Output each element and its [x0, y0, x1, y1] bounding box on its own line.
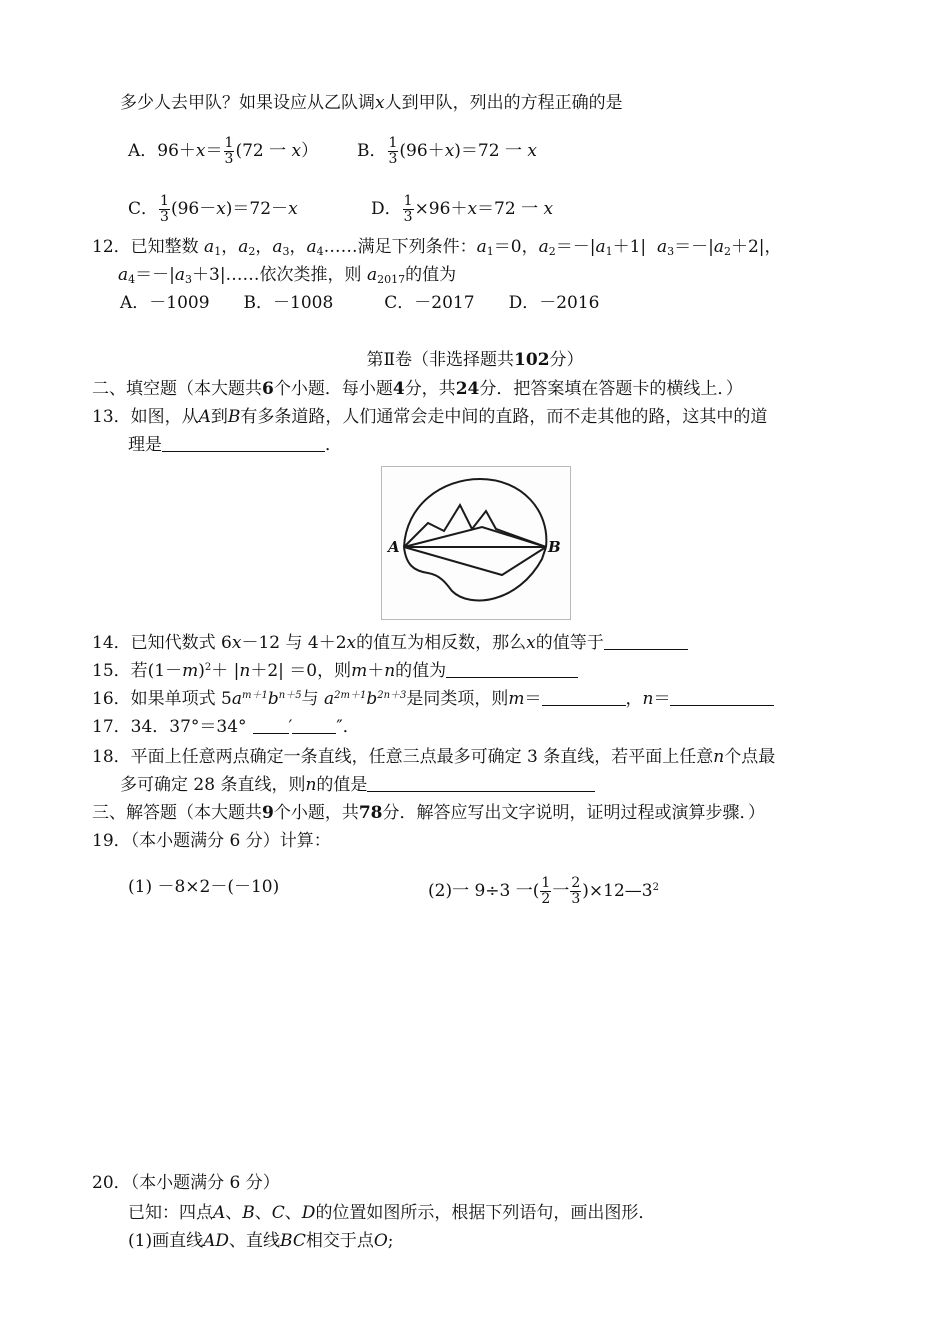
option-text: 96＋: [157, 141, 196, 161]
var-x: x: [375, 93, 385, 113]
point-a: A: [198, 407, 211, 427]
subscript: 2: [723, 245, 731, 258]
q16-text: ，: [625, 689, 643, 709]
subscript: 1: [214, 245, 222, 258]
answer-blank-n[interactable]: [670, 689, 774, 706]
q14-text: －12 与 4＋2: [241, 633, 347, 653]
option-label: B．: [357, 141, 387, 161]
q20-text: 相交于点: [305, 1231, 374, 1251]
option-text: ）: [301, 141, 319, 161]
heading-text: 个小题，共: [273, 803, 359, 823]
var-n: n: [384, 661, 396, 681]
q12-text: 的值为: [405, 265, 457, 285]
var-n: n: [713, 747, 725, 767]
q13-text: 有多条道路，人们通常会走中间的直路，而不走其他的路，这其中的道: [240, 407, 768, 427]
q18-text: 个点最: [724, 747, 776, 767]
upper-straight-road: [404, 527, 546, 547]
var-x: x: [543, 199, 554, 219]
option-text: (72 一: [235, 141, 292, 161]
numerator: 1: [224, 135, 234, 151]
point-b: B: [242, 1203, 255, 1223]
q19-text: )×12—3: [582, 881, 653, 901]
q14-text: 的值等于: [535, 633, 604, 653]
q16-text: 16．如果单项式 5: [92, 689, 232, 709]
var-n: n: [305, 775, 317, 795]
point-d: D: [301, 1203, 316, 1223]
var-a: a: [476, 237, 487, 257]
point-o: O: [373, 1231, 388, 1251]
section-2-title: [0, 349, 950, 371]
var-a: a: [272, 237, 283, 257]
answer-blank[interactable]: [604, 633, 688, 650]
var-a: a: [204, 237, 215, 257]
q13-figure: [381, 466, 571, 620]
q20-title: 20．（本小题满分 6 分）: [92, 1173, 280, 1193]
subscript: 2017: [377, 273, 406, 286]
lower-straight-road: [404, 547, 546, 575]
q20-line-1: [128, 1202, 655, 1224]
answer-blank[interactable]: [162, 435, 325, 452]
denominator: 3: [160, 209, 169, 225]
q12-text: ＋1|: [612, 237, 647, 257]
q13-text: ．: [325, 435, 342, 455]
option-label: C．: [128, 199, 159, 219]
var-a: a: [595, 237, 606, 257]
var-x: x: [467, 199, 478, 219]
heading-text: 三、解答题（本大题共: [92, 803, 262, 823]
heading-text: 二、填空题（本大题共: [92, 379, 262, 399]
q19-text: (2)一 9÷3 一(: [428, 881, 540, 901]
var-x: x: [288, 199, 298, 219]
fraction-two-thirds: [570, 876, 581, 907]
q20-text: 的位置如图所示，根据下列语句，画出图形．: [315, 1203, 656, 1223]
q12-text: ＝－|: [674, 237, 714, 257]
q11-text: 多少人去甲队？如果设应从乙队调: [120, 93, 375, 113]
answer-blank-minutes[interactable]: [253, 717, 289, 734]
q20-text: 已知：四点: [128, 1203, 213, 1223]
point-c: C: [271, 1203, 285, 1223]
heading-number: 4: [392, 379, 405, 399]
q19-text: 一: [552, 881, 570, 901]
q13-text: 13．如图，从: [92, 407, 199, 427]
q16-text: ＝: [653, 689, 671, 709]
answer-blank-m[interactable]: [542, 689, 626, 706]
q12-text: ＋2|，: [730, 237, 782, 257]
heading-text: 分．把答案填在答题卡的横线上．）: [479, 379, 743, 399]
q12-text: ＝－|: [555, 237, 596, 257]
var-n: n: [239, 661, 251, 681]
numerator: 2: [571, 875, 581, 891]
denominator: 2: [541, 891, 551, 907]
q12-stem-line-2: [118, 264, 456, 286]
q18-text: 的值是: [316, 775, 368, 795]
numerator: 1: [403, 193, 413, 209]
line-ad: AD: [203, 1231, 230, 1251]
q12-text: 12．已知整数: [92, 237, 199, 257]
fraction-one-third: [403, 194, 414, 225]
denominator: 3: [388, 151, 398, 167]
exponent: n＋5: [278, 690, 302, 701]
var-x: x: [291, 141, 302, 161]
var-a: a: [174, 265, 186, 285]
q16-text: 与: [301, 689, 319, 709]
label-b: B: [548, 538, 561, 556]
second-mark: ″．: [336, 717, 360, 737]
numerator: 1: [160, 193, 169, 209]
fraction-one-third: [224, 136, 235, 167]
var-x: x: [216, 199, 226, 219]
separator: ，: [221, 237, 239, 257]
subscript: 2: [548, 245, 556, 258]
option-text: (96＋: [399, 141, 445, 161]
q20-text: (1)画直线: [128, 1231, 204, 1251]
fraction-one-third: [388, 136, 399, 167]
separator: ，: [255, 237, 273, 257]
q16-text: ＝: [524, 689, 542, 709]
minute-mark: ′: [288, 717, 293, 737]
q15-text: ＋ |: [211, 661, 240, 681]
var-x: x: [346, 633, 357, 653]
q18-line-1: [92, 746, 775, 768]
point-b: B: [227, 407, 241, 427]
q15-text: ＋: [367, 661, 385, 681]
q11-stem-line: [120, 92, 623, 114]
q11-option-c: [128, 194, 298, 225]
var-a: a: [231, 689, 242, 709]
exponent: 2: [204, 662, 212, 673]
var-x: x: [444, 141, 455, 161]
q20-line-2: [128, 1230, 394, 1252]
q15-line: [92, 660, 578, 682]
var-x: x: [526, 633, 536, 653]
denominator: 3: [224, 151, 234, 167]
q13-stem-line-2: [128, 434, 342, 456]
option-text: ＝72 一: [477, 199, 544, 219]
q18-text: 18．平面上任意两点确定一条直线，任意三点最多可确定 3 条直线，若平面上任意: [92, 747, 714, 767]
exponent: m＋1: [242, 690, 268, 701]
heading-number: 6: [262, 379, 274, 399]
q11-text: 人到甲队，列出的方程正确的是: [384, 93, 623, 113]
exponent: 2m＋1: [334, 690, 367, 701]
option-text: (96－: [170, 199, 217, 219]
var-x: x: [527, 141, 537, 161]
subscript: 2: [248, 245, 256, 258]
q13-text: 理是: [128, 435, 162, 455]
q13-stem-line-1: [92, 406, 767, 428]
exponent: 2: [652, 882, 659, 893]
var-a: a: [366, 265, 378, 285]
section-2-heading: [92, 378, 743, 400]
option-label: A．: [128, 141, 158, 161]
var-x: x: [231, 633, 242, 653]
subscript: 1: [486, 245, 494, 258]
point-a: A: [213, 1203, 226, 1223]
separator: 、: [254, 1203, 272, 1223]
subscript: 3: [185, 273, 193, 286]
q12-text: ＝0，: [493, 237, 539, 257]
numerator: 1: [541, 875, 551, 891]
var-b: b: [267, 689, 279, 709]
answer-blank-seconds[interactable]: [292, 717, 336, 734]
line-bc: BC: [280, 1231, 306, 1251]
var-a: a: [323, 689, 335, 709]
var-b: b: [366, 689, 378, 709]
heading-number: 9: [262, 803, 274, 823]
separator: 、: [284, 1203, 302, 1223]
title-number: 102: [514, 350, 550, 370]
separator: 、: [225, 1203, 243, 1223]
separator: ，: [289, 237, 307, 257]
q15-text: ＋2| ＝0，则: [250, 661, 352, 681]
q11-option-a: [128, 136, 318, 167]
q17-text: 17．34．37°＝34°: [92, 717, 247, 737]
q17-line: [92, 716, 360, 738]
section-3-heading: [92, 802, 765, 824]
heading-text: 个小题．每小题: [273, 379, 393, 399]
heading-text: 分．解答应写出文字说明，证明过程或演算步骤．）: [382, 803, 766, 823]
answer-blank[interactable]: [367, 775, 595, 792]
heading-text: 分，共: [404, 379, 456, 399]
var-a: a: [713, 237, 724, 257]
q19-part-1: (1) －8×2－(－10): [128, 877, 280, 897]
option-label: D．: [371, 199, 402, 219]
roads-diagram: [382, 467, 570, 619]
subscript: 1: [605, 245, 613, 258]
numerator: 1: [388, 135, 398, 151]
q14-text: 的值互为相反数，那么: [356, 633, 527, 653]
var-a: a: [118, 265, 129, 285]
exponent: 2n＋3: [377, 690, 407, 701]
subscript: 4: [128, 273, 136, 286]
var-a: a: [238, 237, 249, 257]
var-x: x: [195, 141, 206, 161]
q19-title: 19．（本小题满分 6 分）计算：: [92, 831, 331, 851]
q15-text: ): [198, 661, 205, 681]
var-m: m: [182, 661, 199, 681]
heading-number: 24: [455, 379, 480, 399]
lower-curved-road: [404, 547, 546, 600]
var-m: m: [351, 661, 368, 681]
upper-arc-road: [404, 479, 546, 547]
q13-text: 到: [210, 407, 228, 427]
label-a: A: [388, 538, 400, 556]
q12-text: ＝－|: [135, 265, 175, 285]
var-m: m: [508, 689, 525, 709]
q18-line-2: [120, 774, 595, 796]
q14-text: 14．已知代数式 6: [92, 633, 232, 653]
fraction-one-third: [159, 194, 170, 225]
q11-option-b: [357, 136, 537, 167]
q16-line: [92, 688, 774, 710]
q16-text: 是同类项，则: [406, 689, 509, 709]
q12-text: ……满足下列条件：: [323, 237, 477, 257]
heading-number: 78: [358, 803, 383, 823]
q20-text: 、直线: [229, 1231, 281, 1251]
answer-blank[interactable]: [446, 661, 578, 678]
denominator: 3: [403, 209, 413, 225]
q19-part-2: [428, 876, 659, 907]
q15-text: 的值为: [395, 661, 447, 681]
subscript: 3: [282, 245, 290, 258]
q14-line: [92, 632, 688, 654]
var-a: a: [306, 237, 317, 257]
q12-options: A．－1009 B．－1008 C．－2017 D．－2016: [120, 293, 600, 313]
fraction-one-half: [540, 876, 551, 907]
option-text: ＝: [205, 141, 223, 161]
var-a: a: [538, 237, 549, 257]
q12-stem-line-1: [92, 236, 782, 258]
subscript: 4: [316, 245, 324, 258]
option-text: )＝72－: [225, 199, 289, 219]
option-text: )＝72 一: [454, 141, 528, 161]
title-text: 第Ⅱ卷（非选择题共: [366, 350, 515, 370]
var-a: a: [656, 237, 668, 257]
denominator: 3: [571, 891, 581, 907]
var-n: n: [642, 689, 654, 709]
option-text: ×96＋: [414, 199, 468, 219]
q20-text: ;: [387, 1231, 394, 1251]
subscript: 3: [667, 245, 675, 258]
q15-text: 15．若(1－: [92, 661, 183, 681]
q12-text: ＋3|……依次类推，则: [192, 265, 362, 285]
title-text: 分）: [549, 350, 584, 370]
q18-text: 多可确定 28 条直线，则: [120, 775, 306, 795]
q11-option-d: [371, 194, 553, 225]
